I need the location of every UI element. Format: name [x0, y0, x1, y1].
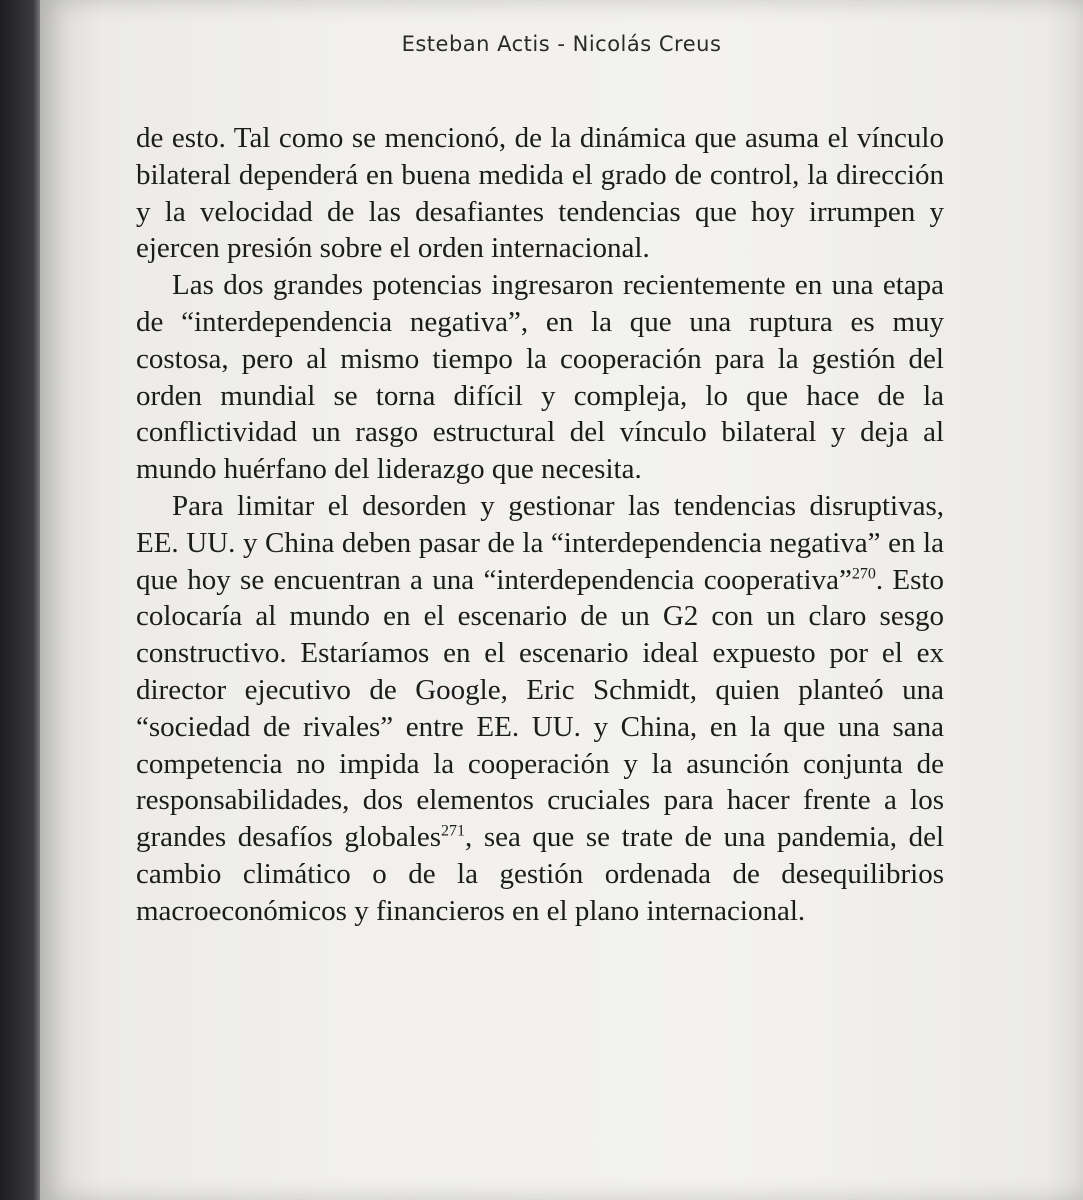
paragraph-2: Las dos grandes potencias ingresaron recientemente en una etapa de “interdependencia negativa”, en la que una ruptura es muy costosa, pero al mismo tiempo la cooperación para la gestión del orden mundial se torna difícil y compleja, lo que hace de la conflictividad un rasgo estructural del vínculo bilateral y deja al mundo huérfano del liderazgo que necesita. — [136, 269, 944, 486]
book-page — [40, 0, 1083, 1200]
page-edge-shadow — [1043, 0, 1083, 1200]
paragraph-3-text-part-2: . Esto colocaría al mundo en el escenario de un G2 con un claro sesgo constructivo. Estaríamos en el escenario ideal expuesto por el ex director ejecutivo de Google, Eric Schmidt, quien planteó una “sociedad de rivales” entre EE. UU. y China, en la que una sana competencia no impida la cooperación y la asunción conjunta de responsabilidades, dos elementos cruciales para hacer frente a los grandes desafíos globales — [136, 563, 944, 854]
body-text — [136, 120, 944, 930]
footnote-ref-271[interactable]: 271 — [441, 822, 465, 840]
paragraph-1: de esto. Tal como se mencionó, de la dinámica que asuma el vínculo bilateral dependerá en buena medida el grado de control, la dirección y la velocidad de las desafiantes tendencias que hoy irrumpen y ejercen presión sobre el orden internacional. — [136, 122, 944, 265]
paragraph-3 — [136, 488, 944, 930]
paragraph-3-text-part-3: , sea que se trate de una pandemia, del cambio climático o de la gestión ordenada de desequilibrios macroeconómicos y financieros en el plano internacional. — [136, 821, 944, 927]
footnote-ref-270[interactable]: 270 — [851, 564, 876, 582]
running-head: Esteban Actis - Nicolás Creus — [401, 32, 722, 56]
paragraph-3-text-part-1: Para limitar el desorden y gestionar las tendencias disruptivas, EE. UU. y China deben pasar de la “interdependencia negativa” en la que hoy se encuentran a una “interdependencia cooperativa” — [136, 489, 944, 596]
